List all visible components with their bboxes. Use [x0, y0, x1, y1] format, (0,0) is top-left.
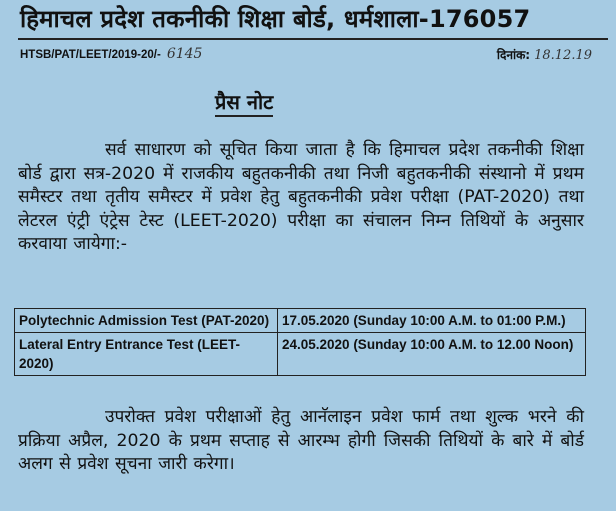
exam-name-cell: Lateral Entry Entrance Test (LEET-2020) — [15, 333, 278, 376]
press-note-heading: प्रैस नोट — [215, 88, 273, 117]
table-row — [15, 309, 586, 333]
exam-name-cell: Polytechnic Admission Test (PAT-2020) — [15, 309, 278, 333]
date-label: दिनांक: — [496, 48, 531, 62]
title-underline — [18, 38, 608, 40]
exam-date-cell: 17.05.2020 (Sunday 10:00 A.M. to 01:00 P.M.) — [278, 309, 586, 333]
notice-paragraph-1: सर्व साधारण को सूचित किया जाता है कि हिमाचल प्रदेश तकनीकी शिक्षा बोर्ड द्वारा सत्र-2020 में राजकीय बहुतकनीकी तथा निजी बहुतकनीकी संस्थानो में प्रथम समैस्टर तथा तृतीय समैस्टर में प्रवेश हेतु बहुतकनीकी प्रवेश परीक्षा (PAT-2020) तथा लेटरल एंट्री एंट्रेस टेस्ट (LEET-2020) परीक्षा का संचालन निम्न तिथियों के अनुसार करवाया जायेगा:- — [18, 140, 584, 254]
reference-prefix: HTSB/PAT/LEET/2019-20/- — [20, 49, 161, 61]
table-row — [15, 333, 586, 376]
date-value: 18.12.19 — [534, 48, 592, 63]
date-line — [497, 46, 592, 63]
exam-schedule-table — [14, 308, 586, 376]
notice-paragraph-2: उपरोक्त प्रवेश परीक्षाओं हेतु आनॅलाइन प्रवेश फार्म तथा शुल्क भरने की प्रक्रिया अप्रैल, 2020 के प्रथम सप्ताह से आरम्भ होगी जिसकी तिथियों के बारे में बोर्ड अलग से प्रवेश सूचना जारी करेगा। — [18, 407, 584, 474]
board-title: हिमाचल प्रदेश तकनीकी शिक्षा बोर्ड, धर्मशाला-176057 — [20, 5, 531, 33]
exam-date-cell: 24.05.2020 (Sunday 10:00 A.M. to 12.00 Noon) — [278, 333, 586, 376]
reference-number-line — [20, 46, 202, 62]
reference-number: 6145 — [166, 46, 203, 62]
